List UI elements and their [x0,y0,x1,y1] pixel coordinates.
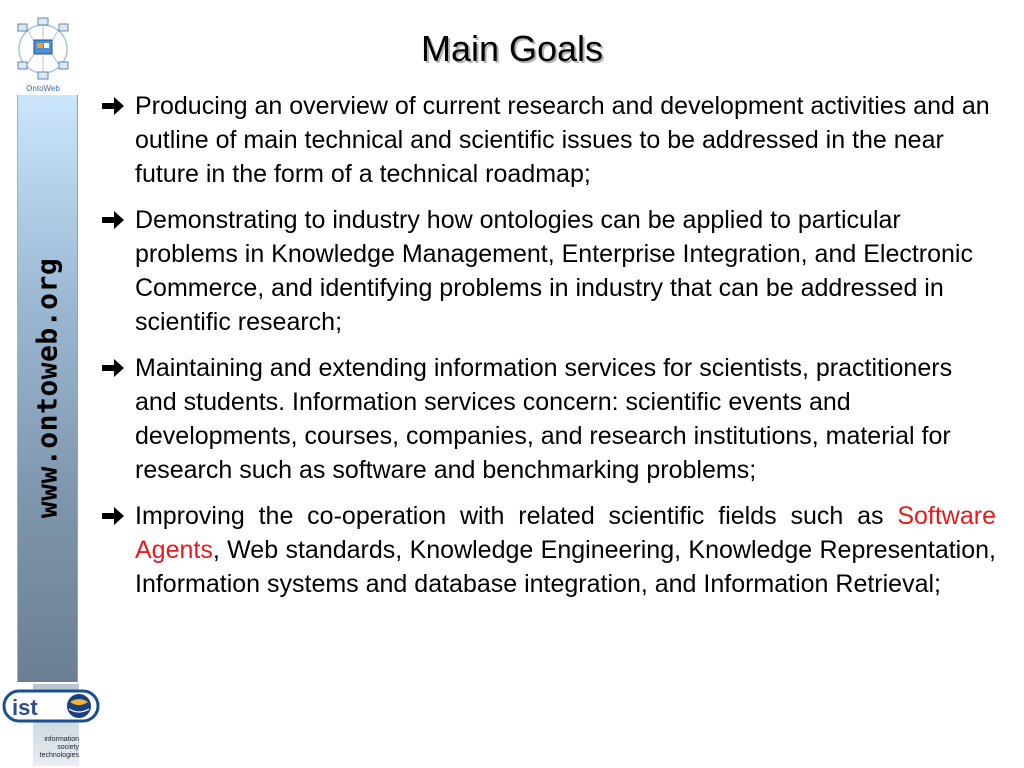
bullet-text: Producing an overview of current research and development activities and an outline of main technical and scientific issues to be addressed in the near future in the form of a technical roadmap; [135,92,990,188]
bullet-text: Maintaining and extending information services for scientists, practitioners and students. Information services concern: scientific events and developments, courses, companies, and research institutions, material for research such as software and benchmarking problems; [135,354,953,484]
list-item [100,499,996,601]
arrow-right-icon [100,203,130,237]
ontoweb-logo-label: OntoWeb [26,84,60,93]
arrow-right-icon [100,499,130,533]
bullet-text: Demonstrating to industry how ontologies can be applied to particular problems in Knowledge Management, Enterprise Integration, and Electronic Commerce, and identifying problems in industry that can be addressed in scientific research; [135,206,973,336]
arrow-right-icon [100,351,130,385]
ist-caption: information society technologies [39,736,79,759]
list-item [100,89,996,191]
highlight-software-agents: Software Agents [135,502,996,564]
list-item [100,351,996,487]
bullet-text-after: , Web standards, Knowledge Engineering, Knowledge Representation, Information systems and database integration, and Information Retrieval; [135,536,996,598]
sidebar-url-text: www.ontoweb.org [30,257,64,519]
list-item [100,203,996,339]
bullet-text-before: Improving the co-operation with related scientific fields such as [135,502,898,530]
goals-list [100,89,996,613]
slide-title: Main Goals [420,28,604,69]
ist-logo-text: ist [12,695,38,720]
arrow-right-icon [100,89,130,123]
